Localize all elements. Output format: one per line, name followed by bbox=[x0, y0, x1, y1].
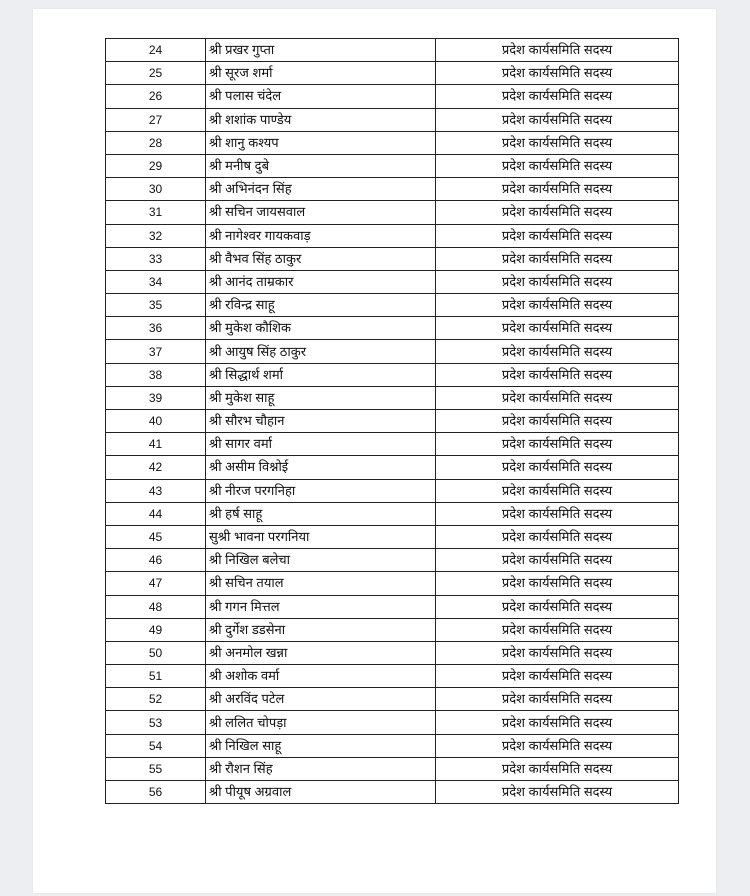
table-row bbox=[106, 734, 679, 757]
members-table-body bbox=[106, 39, 679, 804]
table-row bbox=[106, 572, 679, 595]
member-post: प्रदेश कार्यसमिति सदस्य bbox=[436, 224, 679, 247]
table-row bbox=[106, 39, 679, 62]
serial-number: 56 bbox=[106, 781, 206, 804]
serial-number: 24 bbox=[106, 39, 206, 62]
serial-number: 46 bbox=[106, 549, 206, 572]
member-name: श्री निखिल साहू bbox=[206, 734, 436, 757]
table-row bbox=[106, 154, 679, 177]
serial-number: 37 bbox=[106, 340, 206, 363]
table-row bbox=[106, 618, 679, 641]
member-name: श्री नागेश्वर गायकवाड़ bbox=[206, 224, 436, 247]
member-name: श्री पीयूष अग्रवाल bbox=[206, 781, 436, 804]
member-name: श्री प्रखर गुप्ता bbox=[206, 39, 436, 62]
member-name: श्री सचिन जायसवाल bbox=[206, 201, 436, 224]
table-row bbox=[106, 131, 679, 154]
serial-number: 32 bbox=[106, 224, 206, 247]
member-name: श्री नीरज परगनिहा bbox=[206, 479, 436, 502]
member-name: श्री सौरभ चौहान bbox=[206, 410, 436, 433]
member-post: प्रदेश कार्यसमिति सदस्य bbox=[436, 618, 679, 641]
member-name: श्री ललित चोपड़ा bbox=[206, 711, 436, 734]
table-row bbox=[106, 294, 679, 317]
table-row bbox=[106, 456, 679, 479]
serial-number: 25 bbox=[106, 62, 206, 85]
member-name: श्री असीम विश्नोई bbox=[206, 456, 436, 479]
table-row bbox=[106, 386, 679, 409]
table-row bbox=[106, 85, 679, 108]
member-post: प्रदेश कार्यसमिति सदस्य bbox=[436, 85, 679, 108]
member-name: श्री सूरज शर्मा bbox=[206, 62, 436, 85]
member-name: श्री वैभव सिंह ठाकुर bbox=[206, 247, 436, 270]
member-name: श्री हर्ष साहू bbox=[206, 502, 436, 525]
table-row bbox=[106, 757, 679, 780]
serial-number: 43 bbox=[106, 479, 206, 502]
table-row bbox=[106, 525, 679, 548]
table-row bbox=[106, 549, 679, 572]
serial-number: 36 bbox=[106, 317, 206, 340]
table-row bbox=[106, 665, 679, 688]
member-name: श्री पलास चंदेल bbox=[206, 85, 436, 108]
member-name: श्री सिद्धार्थ शर्मा bbox=[206, 363, 436, 386]
table-row bbox=[106, 479, 679, 502]
serial-number: 39 bbox=[106, 386, 206, 409]
member-post: प्रदेश कार्यसमिति सदस्य bbox=[436, 62, 679, 85]
member-post: प्रदेश कार्यसमिति सदस्य bbox=[436, 340, 679, 363]
member-name: श्री शशांक पाण्डेय bbox=[206, 108, 436, 131]
serial-number: 41 bbox=[106, 433, 206, 456]
serial-number: 38 bbox=[106, 363, 206, 386]
members-table bbox=[105, 38, 679, 804]
member-post: प्रदेश कार्यसमिति सदस्य bbox=[436, 641, 679, 664]
serial-number: 45 bbox=[106, 525, 206, 548]
member-post: प्रदेश कार्यसमिति सदस्य bbox=[436, 386, 679, 409]
member-name: श्री निखिल बलेचा bbox=[206, 549, 436, 572]
serial-number: 28 bbox=[106, 131, 206, 154]
serial-number: 49 bbox=[106, 618, 206, 641]
serial-number: 34 bbox=[106, 270, 206, 293]
table-row bbox=[106, 502, 679, 525]
table-row bbox=[106, 201, 679, 224]
table-row bbox=[106, 363, 679, 386]
member-name: सुश्री भावना परगनिया bbox=[206, 525, 436, 548]
member-post: प्रदेश कार्यसमिति सदस्य bbox=[436, 178, 679, 201]
serial-number: 33 bbox=[106, 247, 206, 270]
serial-number: 27 bbox=[106, 108, 206, 131]
table-row bbox=[106, 108, 679, 131]
table-row bbox=[106, 688, 679, 711]
member-post: प्रदेश कार्यसमिति सदस्य bbox=[436, 154, 679, 177]
table-row bbox=[106, 781, 679, 804]
member-name: श्री गगन मित्तल bbox=[206, 595, 436, 618]
member-name: श्री अभिनंदन सिंह bbox=[206, 178, 436, 201]
member-post: प्रदेश कार्यसमिति सदस्य bbox=[436, 39, 679, 62]
member-name: श्री सचिन तयाल bbox=[206, 572, 436, 595]
member-post: प्रदेश कार्यसमिति सदस्य bbox=[436, 433, 679, 456]
member-post: प्रदेश कार्यसमिति सदस्य bbox=[436, 572, 679, 595]
member-post: प्रदेश कार्यसमिति सदस्य bbox=[436, 757, 679, 780]
member-post: प्रदेश कार्यसमिति सदस्य bbox=[436, 201, 679, 224]
table-row bbox=[106, 270, 679, 293]
serial-number: 29 bbox=[106, 154, 206, 177]
table-row bbox=[106, 317, 679, 340]
serial-number: 52 bbox=[106, 688, 206, 711]
member-post: प्रदेश कार्यसमिति सदस्य bbox=[436, 595, 679, 618]
member-name: श्री आनंद ताम्रकार bbox=[206, 270, 436, 293]
member-post: प्रदेश कार्यसमिति सदस्य bbox=[436, 131, 679, 154]
table-row bbox=[106, 410, 679, 433]
table-row bbox=[106, 224, 679, 247]
member-post: प्रदेश कार्यसमिति सदस्य bbox=[436, 549, 679, 572]
serial-number: 30 bbox=[106, 178, 206, 201]
serial-number: 42 bbox=[106, 456, 206, 479]
serial-number: 35 bbox=[106, 294, 206, 317]
member-post: प्रदेश कार्यसमिति सदस्य bbox=[436, 502, 679, 525]
member-post: प्रदेश कार्यसमिति सदस्य bbox=[436, 363, 679, 386]
serial-number: 48 bbox=[106, 595, 206, 618]
serial-number: 53 bbox=[106, 711, 206, 734]
member-name: श्री अनमोल खन्ना bbox=[206, 641, 436, 664]
member-post: प्रदेश कार्यसमिति सदस्य bbox=[436, 665, 679, 688]
serial-number: 31 bbox=[106, 201, 206, 224]
member-post: प्रदेश कार्यसमिति सदस्य bbox=[436, 270, 679, 293]
member-post: प्रदेश कार्यसमिति सदस्य bbox=[436, 456, 679, 479]
document-page bbox=[33, 9, 716, 893]
member-name: श्री आयुष सिंह ठाकुर bbox=[206, 340, 436, 363]
member-post: प्रदेश कार्यसमिति सदस्य bbox=[436, 734, 679, 757]
serial-number: 55 bbox=[106, 757, 206, 780]
member-post: प्रदेश कार्यसमिति सदस्य bbox=[436, 294, 679, 317]
table-row bbox=[106, 641, 679, 664]
member-name: श्री मनीष दुबे bbox=[206, 154, 436, 177]
serial-number: 40 bbox=[106, 410, 206, 433]
serial-number: 44 bbox=[106, 502, 206, 525]
member-name: श्री अरविंद पटेल bbox=[206, 688, 436, 711]
serial-number: 51 bbox=[106, 665, 206, 688]
member-post: प्रदेश कार्यसमिति सदस्य bbox=[436, 317, 679, 340]
member-name: श्री मुकेश कौशिक bbox=[206, 317, 436, 340]
serial-number: 47 bbox=[106, 572, 206, 595]
member-post: प्रदेश कार्यसमिति सदस्य bbox=[436, 479, 679, 502]
member-name: श्री रविन्द्र साहू bbox=[206, 294, 436, 317]
table-row bbox=[106, 247, 679, 270]
table-row bbox=[106, 62, 679, 85]
member-post: प्रदेश कार्यसमिति सदस्य bbox=[436, 247, 679, 270]
table-row bbox=[106, 433, 679, 456]
table-row bbox=[106, 340, 679, 363]
serial-number: 26 bbox=[106, 85, 206, 108]
member-name: श्री अशोक वर्मा bbox=[206, 665, 436, 688]
serial-number: 54 bbox=[106, 734, 206, 757]
member-name: श्री सागर वर्मा bbox=[206, 433, 436, 456]
table-row bbox=[106, 595, 679, 618]
member-post: प्रदेश कार्यसमिति सदस्य bbox=[436, 108, 679, 131]
member-post: प्रदेश कार्यसमिति सदस्य bbox=[436, 711, 679, 734]
table-row bbox=[106, 711, 679, 734]
member-name: श्री दुर्गेश डडसेना bbox=[206, 618, 436, 641]
member-name: श्री मुकेश साहू bbox=[206, 386, 436, 409]
serial-number: 50 bbox=[106, 641, 206, 664]
member-post: प्रदेश कार्यसमिति सदस्य bbox=[436, 410, 679, 433]
member-post: प्रदेश कार्यसमिति सदस्य bbox=[436, 781, 679, 804]
member-name: श्री रौशन सिंह bbox=[206, 757, 436, 780]
member-post: प्रदेश कार्यसमिति सदस्य bbox=[436, 525, 679, 548]
member-name: श्री शानु कश्यप bbox=[206, 131, 436, 154]
table-row bbox=[106, 178, 679, 201]
member-post: प्रदेश कार्यसमिति सदस्य bbox=[436, 688, 679, 711]
